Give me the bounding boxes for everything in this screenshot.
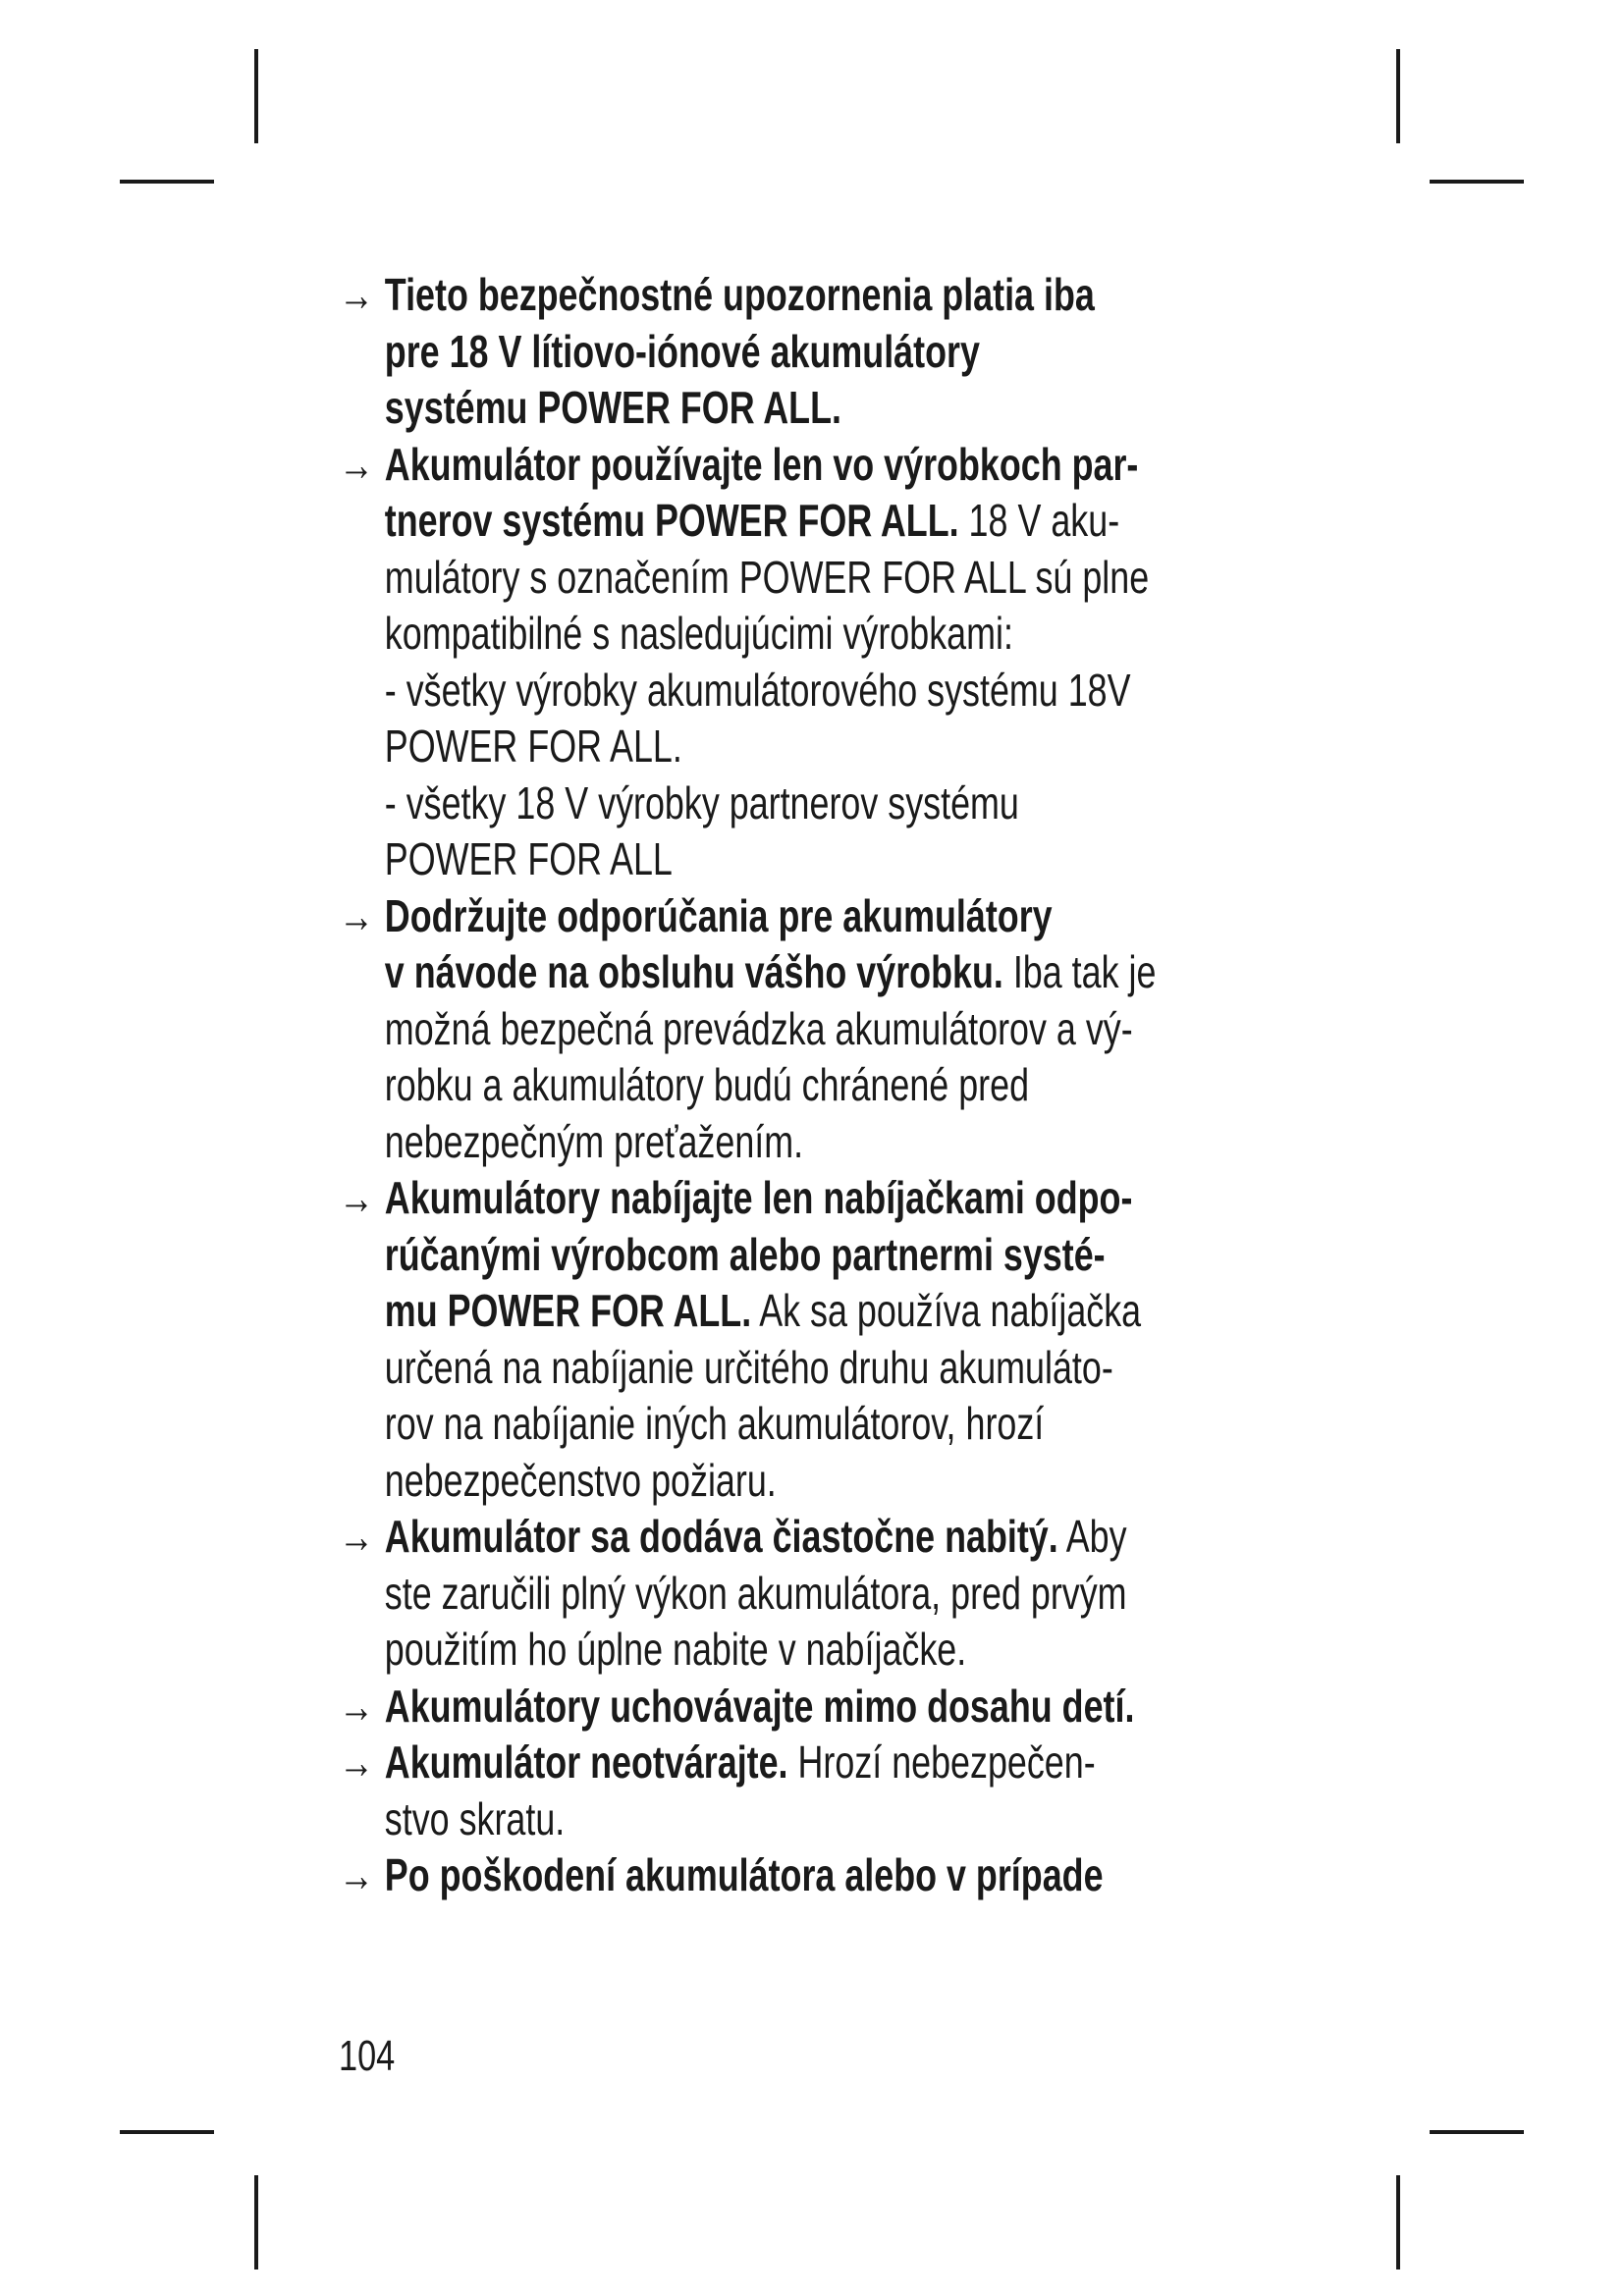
bold-text: Tieto bezpečnostné upozornenia platia iba	[384, 269, 1095, 320]
text-line	[385, 324, 1367, 381]
text-line	[385, 1283, 1367, 1340]
normal-text: Aby	[1057, 1511, 1127, 1562]
page-number: 104	[339, 2032, 396, 2080]
normal-text: kompatibilné s nasledujúcimi výrobkami:	[384, 608, 1013, 659]
text-line	[385, 1340, 1367, 1397]
normal-text: robku a akumulátory budú chránené pred	[384, 1059, 1030, 1110]
text-line	[385, 831, 1367, 888]
normal-text: rov na nabíjanie iných akumulátorov, hrozí	[384, 1398, 1045, 1449]
crop-mark-bottom-left-vertical	[254, 2175, 258, 2269]
normal-text: určená na nabíjanie určitého druhu akumuláto-	[384, 1341, 1113, 1393]
text-line	[385, 1114, 1367, 1171]
text-line	[385, 1509, 1367, 1566]
safety-item	[339, 1735, 1367, 1847]
crop-mark-bottom-right-horizontal	[1430, 2130, 1524, 2134]
safety-instructions-list	[339, 267, 1321, 1904]
bold-text: mu POWER FOR ALL.	[384, 1285, 752, 1336]
normal-text: stvo skratu.	[384, 1792, 566, 1844]
text-line	[385, 888, 1367, 945]
arrow-right-icon: →	[339, 1511, 374, 1562]
bold-text: v návode na obsluhu vášho výrobku.	[384, 946, 1003, 997]
normal-text: Iba tak je	[1002, 946, 1157, 997]
text-line	[385, 719, 1367, 775]
bold-text: Akumulátor neotvárajte.	[384, 1736, 788, 1788]
text-line	[385, 1001, 1367, 1058]
safety-item	[339, 1679, 1367, 1735]
crop-mark-bottom-left-horizontal	[120, 2130, 214, 2134]
text-line	[385, 1453, 1367, 1510]
normal-text: možná bezpečná prevádzka akumulátorov a vý-	[384, 1002, 1133, 1054]
safety-item	[339, 267, 1367, 437]
bold-text: Dodržujte odporúčania pre akumulátory	[384, 889, 1053, 941]
text-line	[385, 1057, 1367, 1114]
arrow-right-icon: →	[339, 438, 374, 490]
normal-text: mulátory s označením POWER FOR ALL sú plne	[384, 551, 1150, 603]
text-line	[385, 437, 1367, 494]
text-line	[385, 267, 1367, 324]
text-line	[385, 1227, 1367, 1284]
text-line	[385, 1679, 1367, 1735]
safety-item	[339, 1847, 1367, 1904]
text-line	[385, 944, 1367, 1001]
text-line	[385, 1566, 1367, 1623]
crop-mark-top-left-vertical	[254, 49, 258, 143]
crop-mark-top-right-horizontal	[1430, 180, 1524, 184]
text-line	[385, 1622, 1367, 1679]
bold-text: tnerov systému POWER FOR ALL.	[384, 495, 959, 546]
normal-text: nebezpečenstvo požiaru.	[384, 1454, 777, 1506]
bold-text: Akumulátory nabíjajte len nabíjačkami odpo-	[384, 1172, 1133, 1223]
bold-text: Po poškodení akumulátora alebo v prípade	[384, 1849, 1104, 1900]
bold-text: rúčanými výrobcom alebo partnermi systé-	[384, 1228, 1106, 1280]
safety-item	[339, 1170, 1367, 1509]
text-line	[385, 380, 1367, 437]
bold-text: systému POWER FOR ALL.	[384, 382, 841, 433]
safety-item	[339, 437, 1367, 888]
text-line	[385, 1791, 1367, 1848]
arrow-right-icon: →	[339, 1849, 374, 1900]
safety-item	[339, 888, 1367, 1171]
crop-mark-bottom-right-vertical	[1396, 2175, 1400, 2269]
arrow-right-icon: →	[339, 1736, 374, 1788]
text-line	[385, 775, 1367, 832]
crop-mark-top-right-vertical	[1396, 49, 1400, 143]
normal-text: POWER FOR ALL.	[384, 721, 682, 772]
arrow-right-icon: →	[339, 889, 374, 941]
text-line	[385, 1847, 1367, 1904]
text-line	[385, 550, 1367, 607]
arrow-right-icon: →	[339, 269, 374, 320]
arrow-right-icon: →	[339, 1680, 374, 1732]
text-line	[385, 1396, 1367, 1453]
normal-text: použitím ho úplne nabite v nabíjačke.	[384, 1624, 967, 1675]
arrow-right-icon: →	[339, 1172, 374, 1223]
text-line	[385, 493, 1367, 550]
crop-mark-top-left-horizontal	[120, 180, 214, 184]
bold-text: Akumulátor sa dodáva čiastočne nabitý.	[384, 1511, 1058, 1562]
normal-text: 18 V aku-	[958, 495, 1120, 546]
normal-text: - všetky 18 V výrobky partnerov systému	[384, 776, 1019, 828]
text-line	[385, 1735, 1367, 1791]
text-line	[385, 606, 1367, 663]
bold-text: Akumulátor používajte len vo výrobkoch par-	[384, 438, 1139, 490]
bold-text: Akumulátory uchovávajte mimo dosahu detí.	[384, 1680, 1135, 1732]
normal-text: Hrozí nebezpečen-	[787, 1736, 1096, 1788]
normal-text: - všetky výrobky akumulátorového systému 18V	[384, 664, 1131, 716]
normal-text: ste zaručili plný výkon akumulátora, pred prvým	[384, 1567, 1127, 1619]
safety-item	[339, 1509, 1367, 1679]
normal-text: POWER FOR ALL	[384, 833, 673, 884]
bold-text: pre 18 V lítiovo-iónové akumulátory	[384, 325, 980, 377]
normal-text: Ak sa používa nabíjačka	[751, 1285, 1142, 1336]
text-line	[385, 663, 1367, 720]
text-line	[385, 1170, 1367, 1227]
normal-text: nebezpečným preťažením.	[384, 1115, 804, 1167]
